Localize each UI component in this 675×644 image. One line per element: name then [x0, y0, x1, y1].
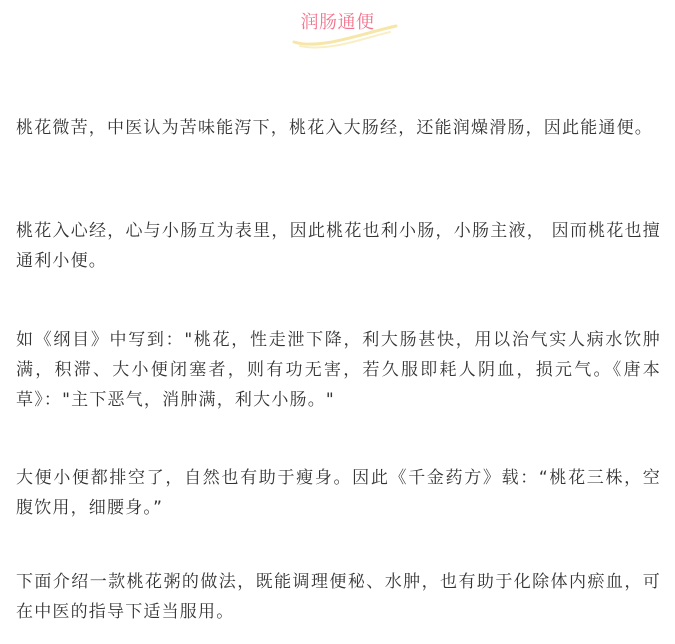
- section-header: [0, 0, 675, 52]
- paragraph-bowel-effect: 桃花微苦，中医认为苦味能泻下，桃花入大肠经，还能润燥滑肠，因此能通便。: [16, 118, 653, 138]
- paragraph-urination-effect: 桃花入心经，心与小肠互为表里，因此桃花也利小肠，小肠主液， 因而桃花也擅通利小便。: [16, 221, 661, 271]
- paragraph-slimming: 大便小便都排空了，自然也有助于瘦身。因此《千金药方》载：“桃花三株，空腹饮用，细腰身。”: [16, 468, 661, 518]
- paragraph-classic-quotation: 如《纲目》中写到："桃花，性走泄下降，利大肠甚快，用以治气实人病水饮肿满，积滞、大小便闭塞者，则有功无害，若久服即耗人阴血，损元气。《唐本草》："主下恶气，消肿满，利大小肠。": [16, 330, 661, 410]
- section-title: 润肠通便: [300, 12, 375, 33]
- paragraph-congee-intro: 下面介绍一款桃花粥的做法，既能调理便秘、水肿，也有助于化除体内瘀血，可在中医的指导下适当服用。: [16, 572, 661, 622]
